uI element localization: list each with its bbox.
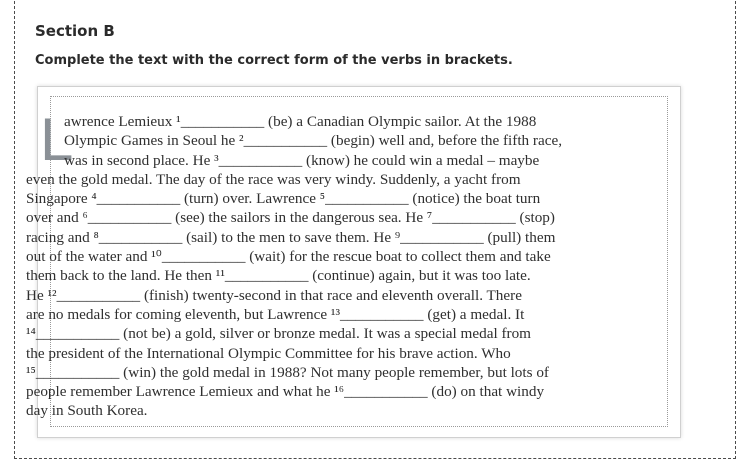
passage-line: awrence Lemieux ¹___________ (be) a Canadian Olympic sailor. At the 1988: [64, 113, 537, 130]
passage-line: the president of the International Olympic Committee for his brave action. Who: [26, 344, 511, 362]
passage-line: out of the water and ¹⁰___________ (wait) for the rescue boat to collect them and take: [26, 248, 551, 266]
passage-line: people remember Lawrence Lemieux and what he ¹⁶___________ (do) on that windy: [26, 383, 545, 401]
gap-fill-passage: [21, 106, 651, 421]
drop-cap: L: [40, 106, 74, 173]
passage-line: are no medals for coming eleventh, but Lawrence ¹³___________ (get) a medal. It: [26, 305, 525, 323]
passage-line: Olympic Games in Seoul he ²___________ (begin) well and, before the fifth race,: [64, 132, 563, 150]
instructions: Complete the text with the correct form of the verbs in brackets.: [35, 53, 513, 68]
passage-line: ¹⁴___________ (not be) a gold, silver or bronze medal. It was a special medal from: [26, 325, 531, 343]
section-title: Section B: [35, 22, 115, 40]
passage-line: them back to the land. He then ¹¹___________ (continue) again, but it was too late.: [26, 267, 531, 285]
passage-line: even the gold medal. The day of the race was very windy. Suddenly, a yacht from: [26, 170, 521, 188]
passage-line: He ¹²___________ (finish) twenty-second in that race and eleventh overall. There: [26, 286, 522, 304]
passage-line: ¹⁵___________ (win) the gold medal in 1988? Not many people remember, but lots of: [26, 363, 549, 381]
passage-line: was in second place. He ³___________ (know) he could win a medal – maybe: [64, 151, 540, 169]
passage-line: racing and ⁸___________ (sail) to the men to save them. He ⁹___________ (pull) them: [26, 228, 556, 246]
passage-line: Singapore ⁴___________ (turn) over. Lawrence ⁵___________ (notice) the boat turn: [26, 190, 541, 208]
passage-line: over and ⁶___________ (see) the sailors in the dangerous sea. He ⁷___________ (stop): [26, 209, 555, 227]
passage-line: day in South Korea.: [26, 402, 148, 420]
